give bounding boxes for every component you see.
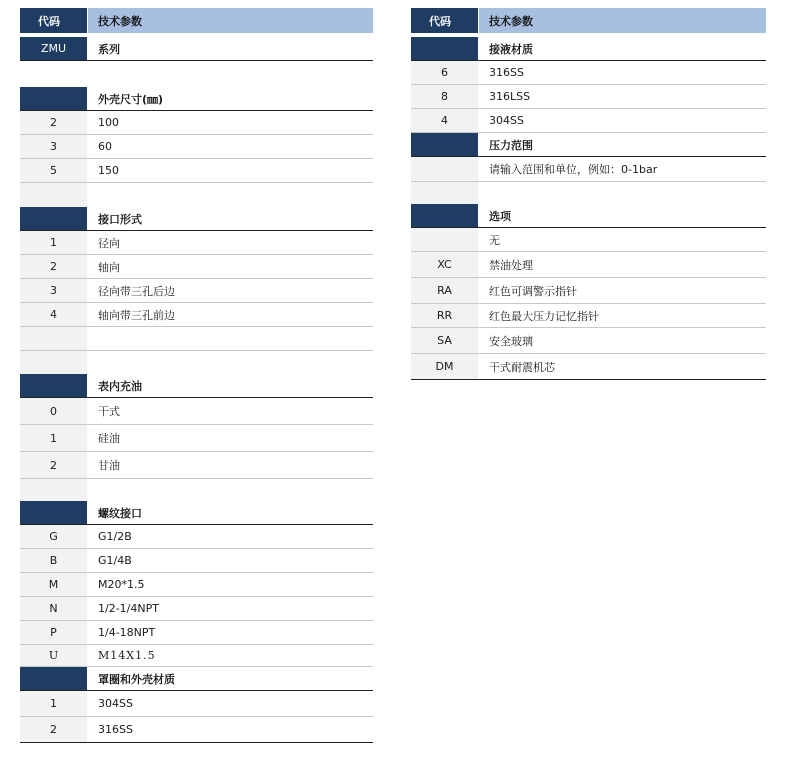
table-row bbox=[20, 398, 373, 425]
row-code: 4 bbox=[20, 303, 87, 326]
section-series bbox=[20, 37, 373, 61]
row-value: G1/4B bbox=[98, 554, 132, 567]
table-row bbox=[411, 85, 766, 109]
row-code: 1 bbox=[20, 691, 87, 716]
row-value: 轴向 bbox=[98, 260, 120, 274]
table-row bbox=[20, 549, 373, 573]
row-value: 径向 bbox=[98, 236, 120, 250]
row-value: 甘油 bbox=[98, 459, 120, 472]
table-row bbox=[20, 303, 373, 327]
row-value: 304SS bbox=[98, 697, 133, 710]
row-value: 无 bbox=[489, 233, 500, 247]
table-row-empty bbox=[20, 327, 373, 351]
row-code: 1 bbox=[20, 231, 87, 254]
row-code: 2 bbox=[20, 111, 87, 134]
row-code: 6 bbox=[411, 61, 478, 84]
section-connection-form bbox=[20, 207, 373, 231]
row-value: 硅油 bbox=[98, 432, 120, 445]
section-wetted-material bbox=[411, 37, 766, 61]
section-title: 外壳尺寸(㎜) bbox=[88, 87, 373, 110]
code-header: 代码 bbox=[411, 8, 478, 33]
table-row bbox=[20, 717, 373, 743]
table-row bbox=[20, 231, 373, 255]
section-fill bbox=[20, 374, 373, 398]
row-value: 316SS bbox=[489, 66, 524, 79]
row-code: 2 bbox=[20, 452, 87, 478]
row-value: 轴向带三孔前边 bbox=[98, 308, 175, 322]
table-row bbox=[411, 109, 766, 133]
row-value: 安全玻璃 bbox=[489, 334, 533, 348]
table-row bbox=[411, 278, 766, 304]
section-title: 压力范围 bbox=[479, 133, 766, 156]
row-value: G1/2B bbox=[98, 530, 132, 543]
table-row bbox=[20, 159, 373, 183]
table-row bbox=[20, 255, 373, 279]
row-code: RA bbox=[411, 278, 478, 303]
row-value: 径向带三孔后边 bbox=[98, 284, 175, 298]
series-code: ZMU bbox=[20, 37, 87, 60]
table-row bbox=[20, 111, 373, 135]
table-header bbox=[411, 8, 766, 33]
section-title: 选项 bbox=[479, 204, 766, 227]
row-value: 60 bbox=[98, 140, 112, 153]
table-row bbox=[20, 645, 373, 667]
section-title: 接液材质 bbox=[479, 37, 766, 60]
right-spec-table bbox=[411, 8, 766, 380]
row-code bbox=[411, 228, 478, 251]
row-code: 1 bbox=[20, 425, 87, 451]
table-row bbox=[20, 573, 373, 597]
table-row bbox=[20, 425, 373, 452]
row-value: 干式耐震机芯 bbox=[489, 360, 555, 374]
section-title: 螺纹接口 bbox=[88, 501, 373, 524]
row-code: 3 bbox=[20, 279, 87, 302]
row-value: 红色最大压力记忆指针 bbox=[489, 309, 599, 323]
row-code: N bbox=[20, 597, 87, 620]
row-value: 禁油处理 bbox=[489, 258, 533, 272]
row-code: 2 bbox=[20, 717, 87, 742]
row-code: 8 bbox=[411, 85, 478, 108]
row-value: 1/2-1/4NPT bbox=[98, 602, 159, 615]
section-housing-size bbox=[20, 87, 373, 111]
table-row bbox=[20, 621, 373, 645]
row-code: G bbox=[20, 525, 87, 548]
table-row bbox=[20, 135, 373, 159]
row-code: 2 bbox=[20, 255, 87, 278]
section-title: 表内充油 bbox=[88, 374, 373, 397]
row-code bbox=[411, 157, 478, 181]
table-row bbox=[20, 691, 373, 717]
row-value: 150 bbox=[98, 164, 119, 177]
table-header bbox=[20, 8, 373, 33]
table-row bbox=[20, 452, 373, 479]
section-bezel-material bbox=[20, 667, 373, 691]
section-title: 系列 bbox=[88, 37, 373, 60]
section-title: 罩圈和外壳材质 bbox=[88, 667, 373, 690]
row-value: 干式 bbox=[98, 405, 120, 418]
table-row bbox=[411, 252, 766, 278]
section-thread bbox=[20, 501, 373, 525]
section-pressure-range bbox=[411, 133, 766, 157]
table-row bbox=[20, 279, 373, 303]
row-code: XC bbox=[411, 252, 478, 277]
table-row bbox=[411, 304, 766, 328]
section-title: 接口形式 bbox=[88, 207, 373, 230]
table-row bbox=[411, 61, 766, 85]
table-row bbox=[411, 354, 766, 380]
left-spec-table bbox=[20, 8, 373, 743]
row-code: M bbox=[20, 573, 87, 596]
table-row bbox=[411, 228, 766, 252]
row-code: 4 bbox=[411, 109, 478, 132]
table-row bbox=[20, 597, 373, 621]
row-value: 1/4-18NPT bbox=[98, 626, 156, 639]
row-code: SA bbox=[411, 328, 478, 353]
row-code: 0 bbox=[20, 398, 87, 424]
row-code: U bbox=[20, 645, 87, 666]
row-value: 100 bbox=[98, 116, 119, 129]
row-code: 5 bbox=[20, 159, 87, 182]
row-code: 3 bbox=[20, 135, 87, 158]
row-value: 304SS bbox=[489, 114, 524, 127]
section-options bbox=[411, 204, 766, 228]
row-code: B bbox=[20, 549, 87, 572]
row-value: M20*1.5 bbox=[98, 578, 145, 591]
row-value: 红色可调警示指针 bbox=[489, 284, 577, 298]
row-code: P bbox=[20, 621, 87, 644]
table-row bbox=[411, 157, 766, 182]
row-value: 316LSS bbox=[489, 90, 531, 103]
code-header: 代码 bbox=[20, 8, 87, 33]
param-header: 技术参数 bbox=[479, 8, 766, 33]
row-code: RR bbox=[411, 304, 478, 327]
row-value: 316SS bbox=[98, 723, 133, 736]
row-value: M14X1.5 bbox=[98, 649, 156, 662]
table-row bbox=[20, 525, 373, 549]
table-row bbox=[411, 328, 766, 354]
param-header: 技术参数 bbox=[88, 8, 373, 33]
pressure-range-value[interactable]: 请输入范围和单位，例如：0-1bar bbox=[489, 163, 658, 176]
row-code: DM bbox=[411, 354, 478, 379]
